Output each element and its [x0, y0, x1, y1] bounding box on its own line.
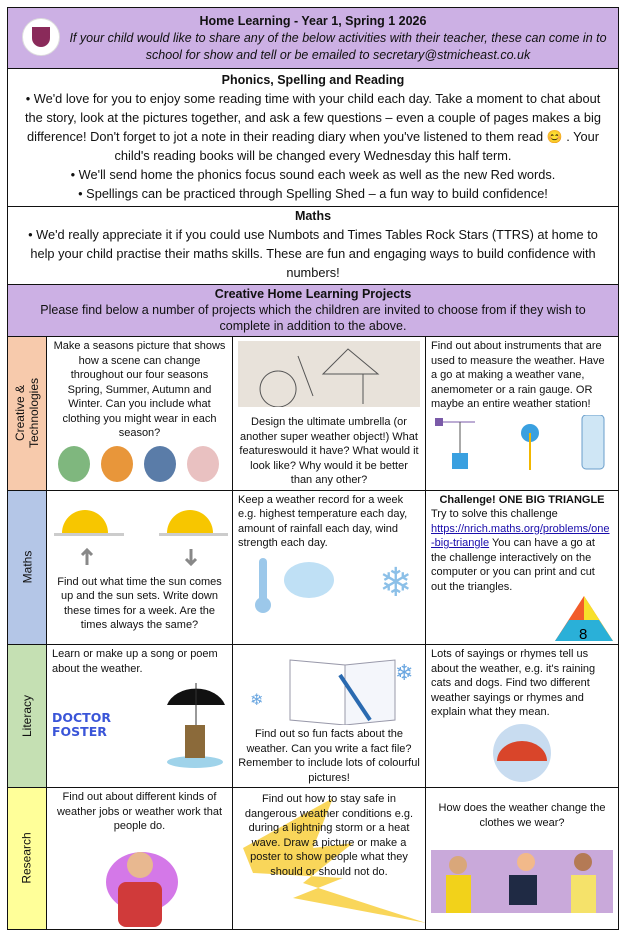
- page-title: Home Learning - Year 1, Spring 1 2026: [199, 14, 427, 28]
- row-label-text: Research: [20, 832, 35, 884]
- home-learning-sheet: [7, 7, 619, 930]
- project-big-triangle: [426, 491, 618, 646]
- maths-section: [8, 207, 618, 285]
- maths-heading: Maths: [294, 209, 332, 223]
- umbrella-sketch-image: [238, 341, 420, 407]
- challenge-title: Challenge! ONE BIG TRIANGLE: [439, 493, 605, 506]
- project-fact-file: [233, 645, 426, 788]
- triangle-puzzle-image: [555, 596, 613, 642]
- doctor-foster-image: [165, 680, 227, 770]
- row-label-text: Creative & Technologies: [13, 378, 42, 449]
- project-weather-record: [233, 491, 426, 646]
- svg-text:8: 8: [579, 626, 588, 642]
- svg-text:❄: ❄: [379, 560, 413, 605]
- row-label-literacy: [8, 645, 47, 788]
- row-label-text: Literacy: [20, 694, 34, 738]
- svg-text:❄: ❄: [250, 692, 264, 709]
- project-umbrella: [233, 337, 426, 491]
- phonics-heading: Phonics, Spelling and Reading: [221, 73, 405, 87]
- notebook-image: [245, 655, 415, 725]
- project-text: Find out what time the sun comes up and the sun sets. Write down these times for a week. Are the times always the same?: [57, 575, 222, 631]
- header-subtitle: If your child would like to share any of the below activities with their teacher, these can come in to school for show and tell or be emailed to secretary@stmicheast.co.uk: [69, 31, 607, 62]
- project-song-poem: [47, 645, 233, 788]
- project-sayings: [426, 645, 618, 788]
- projects-header: [8, 285, 618, 337]
- header: [8, 8, 618, 69]
- smile-emoji-icon: 😊: [546, 129, 563, 144]
- weather-instruments-image: [435, 415, 610, 470]
- nrich-link[interactable]: https://nrich.maths.org/problems/one-big-triangle: [431, 522, 610, 549]
- project-text: Find out so fun facts about the weather. Can you write a fact file? Remember to include lots of colourful pictures!: [238, 728, 420, 784]
- raining-cats-dogs-image: [487, 723, 557, 783]
- project-sunrise: [47, 491, 233, 646]
- weather-presenter-image: [100, 837, 180, 927]
- project-text: Find out about different kinds of weather jobs or weather work that people do.: [56, 791, 223, 832]
- challenge-text: You can have a go at the challenge interactively on the computer or you can print and cut out the triangles.: [431, 537, 595, 593]
- projects-intro: Please find below a number of projects which the children are invited to choose from if they wish to complete in addition to the above.: [40, 303, 586, 333]
- project-clothes: [426, 788, 618, 929]
- project-text: Lots of sayings or rhymes tell us about the weather, e.g. it's raining cats and dogs. Find two different weather sayings or rhymes and explain what they mean.: [431, 648, 596, 718]
- project-text: Make a seasons picture that shows how a scene can change throughout our four seasons Spring, Summer, Autumn and Winter. Can you include what clothing you might wear in each season?: [53, 340, 226, 439]
- row-label-creative: [8, 337, 47, 491]
- projects-grid: [8, 337, 618, 929]
- phonics-bullet-3: • Spellings can be practiced through Spelling Shed – a fun way to build confidence!: [78, 186, 548, 201]
- row-label-research: [8, 788, 47, 929]
- phonics-bullet-1-wrap: [8, 89, 618, 165]
- doctor-foster-title: DOCTOR FOSTER: [52, 709, 111, 739]
- project-text: Keep a weather record for a week e.g. highest temperature each day, amount of rainfall each day, wind strength each day.: [238, 493, 408, 549]
- phonics-section: [8, 69, 618, 207]
- children-clothes-image: [431, 850, 613, 913]
- maths-text: • We'd really appreciate it if you could use Numbots and Times Tables Rock Stars (TTRS) at home to help your child practise their maths skills. These are fun and engaging ways to build confidence with numbers!: [28, 227, 598, 280]
- project-text: [431, 507, 613, 594]
- project-text: Find out about instruments that are used to measure the weather. Have a go at making a weather vane, anemometer or a rain gauge. OR maybe an entire weather station!: [431, 340, 605, 410]
- school-logo: [22, 18, 60, 56]
- project-text: Learn or make up a song or poem about the weather.: [52, 648, 218, 675]
- project-stay-safe: [233, 788, 426, 929]
- sunrise-sunset-image: [52, 495, 228, 575]
- project-weather-jobs: [47, 788, 233, 929]
- challenge-intro: Try to solve this challenge: [431, 508, 558, 520]
- phonics-bullet-2: • We'll send home the phonics focus sound each week as well as the new Red words.: [70, 167, 556, 182]
- project-text: How does the weather change the clothes we wear?: [438, 802, 606, 829]
- row-label-maths: [8, 491, 47, 646]
- project-instruments: [426, 337, 618, 491]
- weather-icons-image: [239, 554, 419, 616]
- svg-text:❄: ❄: [395, 660, 414, 685]
- row-label-text: Maths: [20, 550, 34, 584]
- project-seasons: [47, 337, 233, 491]
- phonics-bullet-1-end: . Your child's reading books will be changed every Wednesday this half term.: [114, 129, 599, 163]
- project-text: Design the ultimate umbrella (or another super weather object!) What featureswould it have? What would it look like? Why would it be better than any other?: [239, 416, 419, 486]
- doctor-foster-group: [52, 680, 227, 770]
- project-text: Find out how to stay safe in dangerous weather conditions e.g. during a lightning storm or a heat wave. Draw a picture or make a poster to show people what they should or should not do.: [244, 793, 414, 878]
- projects-heading: Creative Home Learning Projects: [214, 287, 412, 301]
- seasons-trees-image: [55, 444, 225, 482]
- phonics-bullet-1: • We'd love for you to enjoy some reading time with your child each day. Take a moment to chat about the story, look at the pictures together, and ask a few questions – even a couple of pages makes a big difference! Don't forget to jot a note in their reading diary when you've listened to them read: [25, 91, 601, 144]
